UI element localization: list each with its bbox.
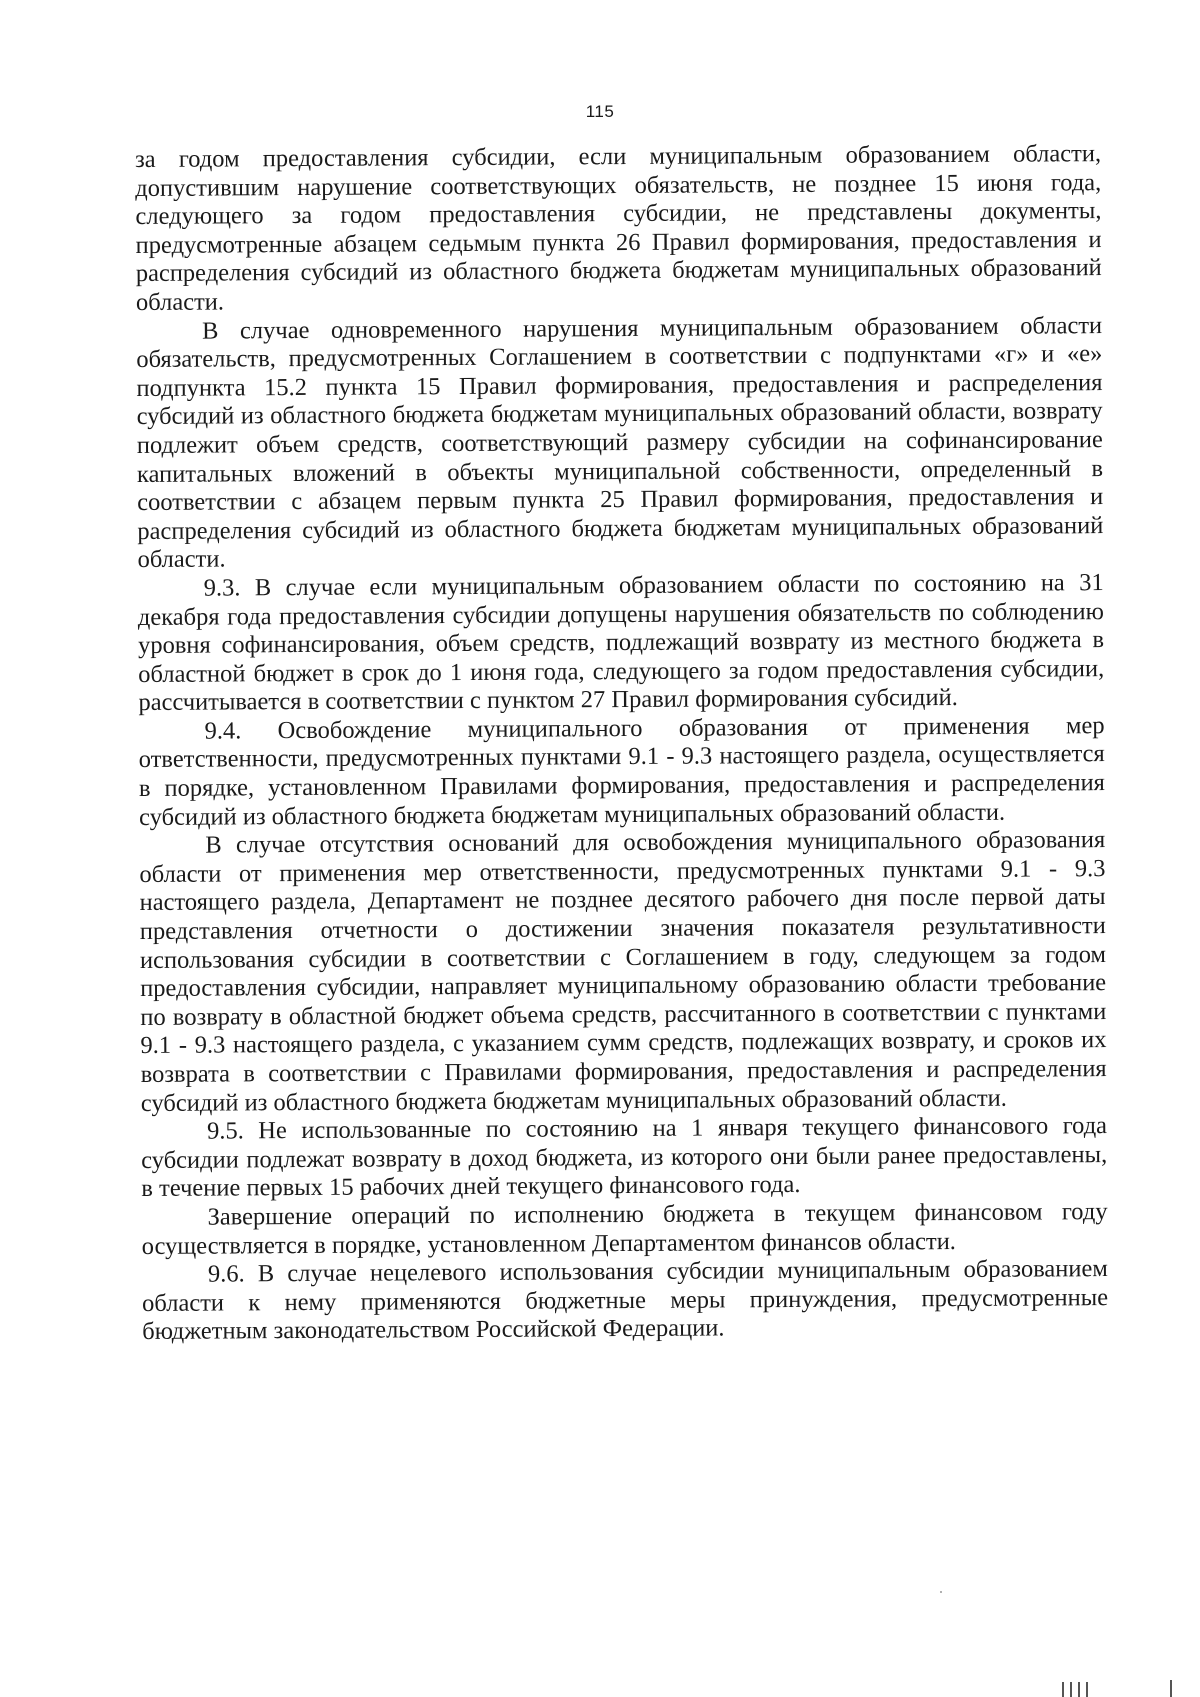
scan-edge-mark xyxy=(1086,1682,1088,1697)
paragraph-9-4: 9.4. Освобождение муниципального образования от применения мер ответственности, предусмотренных пунктами 9.1 - 9.3 настоящего раздела, осуществляется в порядке, установленном Правилами формирования, предоставления и распределения субсидий из областного бюджета бюджетам муниципальных образований области. xyxy=(138,711,1105,831)
scan-edge-mark xyxy=(1170,1680,1172,1697)
paragraph-9-5: 9.5. Не использованные по состоянию на 1 января текущего финансового года субсидии подлежат возврату в доход бюджета, из которого они были ранее предоставлены, в течение первых 15 рабочих дней текущего финансового года. xyxy=(141,1112,1108,1203)
scan-edge-mark xyxy=(1062,1682,1064,1697)
scan-edge-mark xyxy=(1078,1682,1080,1697)
paragraph-budget-completion: Завершение операций по исполнению бюджета в текущем финансовом году осуществляется в порядке, установленном Департаментом финансов области. xyxy=(141,1198,1108,1260)
document-body xyxy=(135,140,1108,1347)
paragraph-no-grounds-for-release: В случае отсутствия оснований для освобождения муниципального образования области от применения мер ответственности, предусмотренных пунктами 9.1 - 9.3 настоящего раздела, Департамент не позднее десятого рабочего дня после первой даты представления отчетности о достижении значения показателя результативности использования субсидии в соответствии с Соглашением в году, следующем за годом предоставления субсидии, направляет муниципальному образованию области требование по возврату в областной бюджет объема средств, рассчитанного в соответствии с пунктами 9.1 - 9.3 настоящего раздела, с указанием сумм средств, подлежащих возврату, и сроков их возврата в соответствии с Правилами формирования, предоставления и распределения субсидий из областного бюджета бюджетам муниципальных образований области. xyxy=(139,826,1107,1117)
paragraph-continuation: за годом предоставления субсидии, если муниципальным образованием области, допустившим нарушение соответствующих обязательств, не позднее 15 июня года, следующего за годом предоставления субсидии, не представлены документы, предусмотренные абзацем седьмым пункта 26 Правил формирования, предоставления и распределения субсидий из областного бюджета бюджетам муниципальных образований области. xyxy=(135,140,1102,316)
scan-edge-mark xyxy=(1070,1682,1072,1697)
paragraph-9-6: 9.6. В случае нецелевого использования субсидии муниципальным образованием области к нему применяются бюджетные меры принуждения, предусмотренные бюджетным законодательством Российской Федерации. xyxy=(141,1255,1109,1346)
paragraph-simultaneous-violation: В случае одновременного нарушения муниципальным образованием области обязательств, предусмотренных Соглашением в соответствии с подпунктами «г» и «е» подпункта 15.2 пункта 15 Правил формирования, предоставления и распределения субсидий из областного бюджета бюджетам муниципальных образований области, возврату подлежит объем средств, соответствующий размеру субсидии на софинансирование капитальных вложений в объекты муниципальной собственности, определенный в соответствии с абзацем первым пункта 25 Правил формирования, предоставления и распределения субсидий из областного бюджета бюджетам муниципальных образований области. xyxy=(136,311,1104,574)
page-number: 115 xyxy=(585,102,615,121)
scan-speck xyxy=(940,1591,942,1593)
paragraph-9-3: 9.3. В случае если муниципальным образованием области по состоянию на 31 декабря года предоставления субсидии допущены нарушения обязательств по соблюдению уровня софинансирования, объем средств, подлежащий возврату из местного бюджета в областной бюджет в срок до 1 июня года, следующего за годом предоставления субсидии, рассчитывается в соответствии с пунктом 27 Правил формирования субсидий. xyxy=(137,568,1105,717)
